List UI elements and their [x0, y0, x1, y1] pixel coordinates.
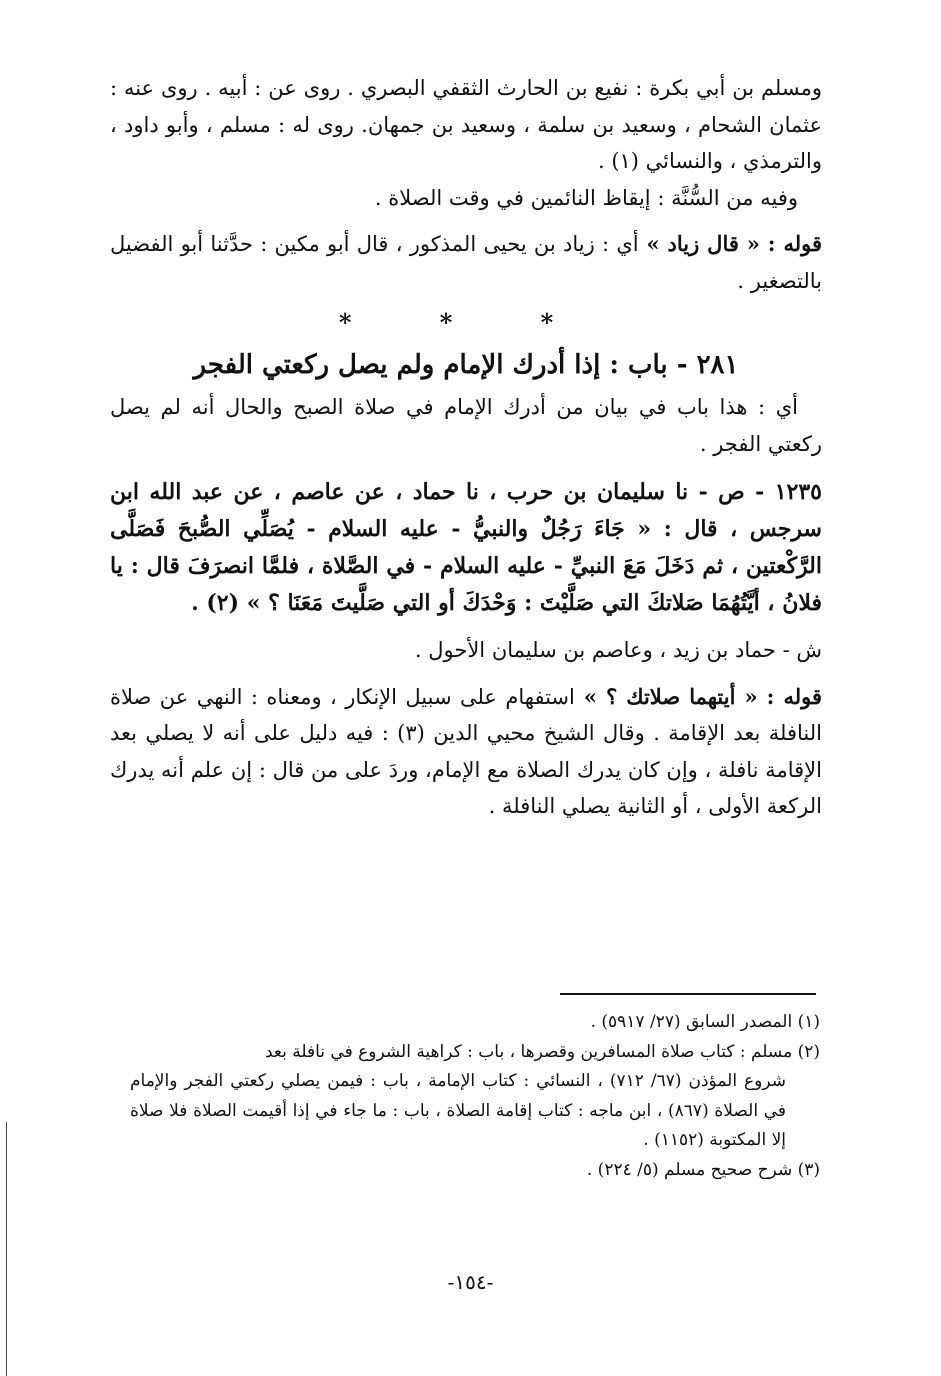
paragraph-ziyad — [110, 226, 822, 299]
paragraph-sunnah: وفيه من السُّنَّة : إيقاظ النائمين في وقت الصلاة . — [374, 185, 798, 210]
footnote-3: (٣) شرح صحيح مسلم (٥/ ٢٢٤) . — [586, 1159, 820, 1180]
quote-lead: قوله : « قال زياد » — [638, 231, 822, 256]
page-edge-line — [6, 1122, 7, 1376]
footnote-1: (١) المصدر السابق (٢٧/ ٥٩١٧) . — [590, 1012, 820, 1032]
paragraph-narrator: ومسلم بن أبي بكرة : نفيع بن الحارث الثقفي البصري . روى عن : أبيه . روى عنه : عثمان الشحام ، وسعيد بن سلمة ، وسعيد بن جمهان. روى له : مسلم ، وأبو داود ، والترمذي ، والنسائي (١) . — [110, 76, 822, 173]
page-body — [110, 70, 822, 825]
commentary-rest: استفهام على سبيل الإنكار ، ومعناه : النهي عن صلاة النافلة بعد الإقامة . وقال الشيخ محيي الدين (٣) : فيه دليل على أنه لا يصلي بعد الإقامة نافلة ، وإن كان يدرك الصلاة مع الإمام، وردَ على من قال : إن علم أنه يدرك الركعة الأولى ، أو الثانية يصلي النافلة . — [110, 684, 822, 818]
paragraph-commentary — [110, 679, 822, 825]
section-separator: * * * — [338, 308, 594, 337]
chapter-heading: ٢٨١ - باب : إذا أدرك الإمام ولم يصل ركعتي الفجر — [193, 350, 739, 380]
footnote-2-first: (٢) مسلم : كتاب صلاة المسافرين وقصرها ، باب : كراهية الشروع في نافلة بعد — [264, 1041, 820, 1062]
page-number: -١٥٤- — [447, 1270, 494, 1294]
quote-rest: أي : زياد بن يحيى المذكور ، قال أبو مكين : حدَّثنا أبو الفضيل بالتصغير . — [110, 232, 822, 293]
footnote-divider — [560, 993, 816, 995]
hadith-text: ١٢٣٥ - ص - نا سليمان بن حرب ، نا حماد ، عن عاصم ، عن عبد الله ابن سرجس ، قال : « جَاءَ رَجُلٌ والنبيُّ - عليه السلام - يُصَلِّي الصُّبحَ فَصَلَّى الرَّكْعتين ، ثم دَخَلَ مَعَ النبيِّ - عليه السلام - في الصَّلاة ، فلمَّا انصرَفَ قال : يا فلانُ ، أيَّتُهُمَا صَلاتكَ التي صَلَّيْتَ : وَحْدَكَ أو التي صَلَّيتَ مَعَنَا ؟ » (٢) . — [110, 479, 822, 616]
paragraph-sharh: ش - حماد بن زيد ، وعاصم بن سليمان الأحول . — [414, 638, 822, 662]
footnotes — [130, 1008, 820, 1185]
footnote-2-rest: شروع المؤذن (٦٧/ ٧١٢) ، النسائي : كتاب الإمامة ، باب : فيمن يصلي ركعتي الفجر والإمام في الصلاة (٨٦٧) ، ابن ماجه : كتاب إقامة الصلاة ، باب : ما جاء في إذا أقيمت الصلاة فلا صلاة إلا المكتوبة (١١٥٢) . — [130, 1071, 786, 1150]
paragraph-chapter-intro: أي : هذا باب في بيان من أدرك الإمام في صلاة الصبح والحال أنه لم يصل ركعتي الفجر . — [110, 395, 822, 456]
commentary-lead: قوله : « أيتهما صلاتك ؟ » — [574, 683, 823, 709]
